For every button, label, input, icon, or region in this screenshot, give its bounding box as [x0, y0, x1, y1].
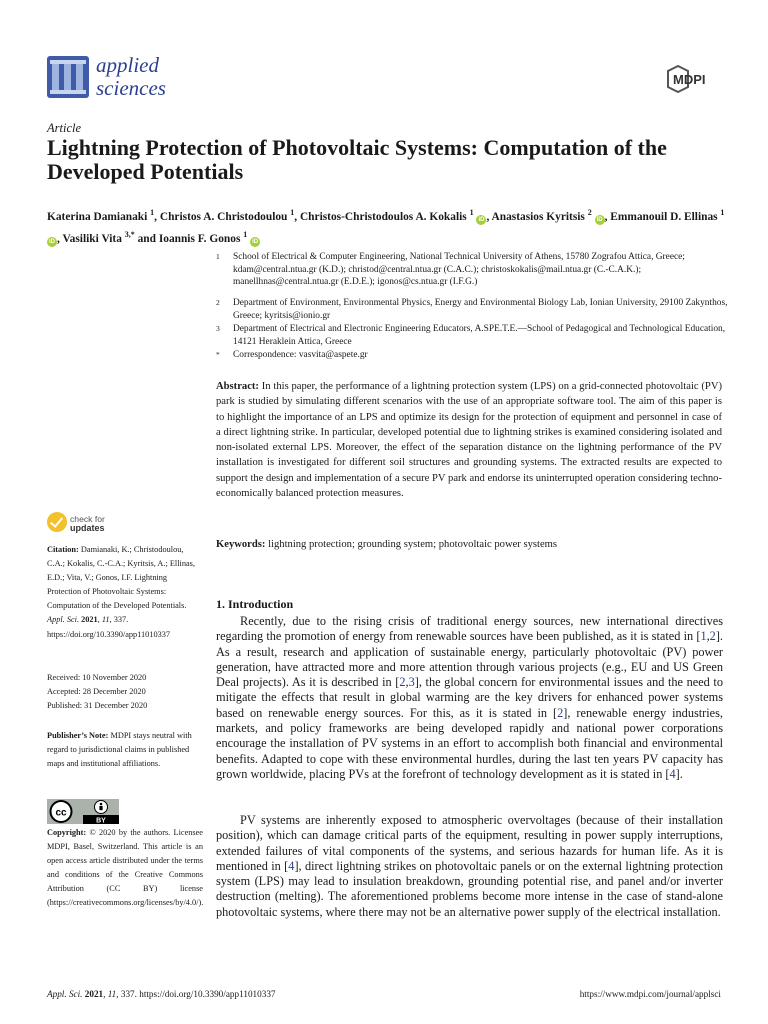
- abstract-text: In this paper, the performance of a lightning protection system (LPS) on a grid-connected photovoltaic (PV) park is studied by simulating different scenarios with the use of an appropriate software tool. The aim of this paper is to highlight the importance of an LPS and optimize its design for the protection of equipment and personnel in case of a direct lightning strike. In particular, developed potential due to lightning strikes is examined considering isolated and non-isolated external LPS. Moreover, the effect of the separation distance on the lightning performance of the PV installation is investigated for different soil structures and grounding systems. The extracted results are expected to support the design and implementation of a secure PV park and endorse its uninterrupted operation considering techno-economically balanced protection measures.: [216, 381, 722, 500]
- reference-link[interactable]: 2: [709, 629, 716, 644]
- citation: Citation: Damianaki, K.; Christodoulou, C.A.; Kokalis, C.-C.A.; Kyritsis, A.; Ellinas, E.D.; Vita, V.; Gonos, I.F. Lightning Protection of Photovoltaic Systems: Computation of the Developed Potentials. Appl. Sci. 2021, 11, 337. https://doi.org/10.3390/app11010337: [47, 545, 195, 639]
- author-affiliation-mark: 1: [150, 208, 155, 217]
- author: [62, 230, 135, 246]
- keywords-label: Keywords:: [216, 539, 266, 550]
- citation-year: 2021: [81, 615, 98, 625]
- affiliation-text: Department of Electrical and Electronic Engineering Educators, A.SPE.T.E.—School of Pedagogical and Technological Education, 14121 Heraklein Attica, Greece: [233, 324, 726, 347]
- abstract: [216, 379, 722, 501]
- author-name: Christos A. Christodoulou: [159, 210, 291, 223]
- publication-dates: [47, 671, 203, 713]
- footer-journal: Appl. Sci.: [47, 989, 83, 999]
- keywords: [216, 537, 722, 552]
- cc-by-license-icon[interactable]: [47, 799, 119, 824]
- intro-paragraph-2: [216, 813, 723, 920]
- author-affiliation-mark: 1: [290, 208, 295, 217]
- affiliation-text: Department of Environment, Environmental Physics, Energy and Environmental Biology Lab, Ionian University, 29100 Zakynthos, Greece; kyritsis@ionio.gr: [233, 298, 728, 321]
- body-text: Recently, due to the rising crisis of traditional energy sources, new international directives regarding the promotion of energy from renewable sources have been published, as it is stated in [: [216, 614, 723, 644]
- author-name: Ioannis F. Gonos: [158, 233, 244, 246]
- citation-text: Damianaki, K.; Christodoulou, C.A.; Kokalis, C.-C.A.; Kyritsis, A.; Ellinas, E.D.; Vita, V.; Gonos, I.F. Lightning Protection of Photovoltaic Systems: Computation of the Developed Potentials.: [47, 545, 195, 611]
- reference-link[interactable]: 4: [288, 858, 295, 873]
- footer-citation: Appl. Sci. 2021, 11, 337. https://doi.org/10.3390/app11010337: [47, 989, 276, 999]
- correspondence: [216, 349, 736, 362]
- body-text: ]. As a result, research and application of sustainable energy, particularly photovoltaic (PV) power generation, have attracted more and more attention through various projects (e.g., EU and US Green Deal projects). As it is described in [: [216, 629, 723, 690]
- publisher-note-text: MDPI stays neutral with regard to jurisdictional claims in published maps and institutional affiliations.: [47, 731, 192, 769]
- mdpi-logo-icon: [666, 65, 722, 93]
- journal-name-line2: sciences: [96, 76, 166, 100]
- author-affiliation-mark: 1: [720, 208, 725, 217]
- body-text: PV systems are inherently exposed to atmospheric overvoltages (because of their installation position), which can damage critical parts of the equipment, resulting in power supply interruptions, extended failures of vital components of the systems, and serious hazards for human life. As it is mentioned in [: [216, 813, 723, 873]
- author-name: Christos-Christodoulos A. Kokalis: [299, 210, 470, 223]
- check-for-updates-button[interactable]: [47, 512, 167, 538]
- copyright-label: Copyright:: [47, 828, 87, 837]
- copyright-notice: [47, 826, 203, 911]
- orcid-icon[interactable]: iD: [49, 239, 55, 246]
- author: [158, 230, 260, 246]
- date-received: Received: 10 November 2020: [47, 673, 147, 682]
- affiliation-marker: 1: [216, 252, 220, 261]
- checkmark-icon: [47, 512, 67, 532]
- citation-volume: 11: [101, 615, 110, 625]
- date-accepted: Accepted: 28 December 2020: [47, 687, 146, 697]
- author-name: Anastasios Kyritsis: [491, 210, 588, 223]
- check-updates-line1: check for: [70, 514, 105, 524]
- body-text: ,: [405, 675, 409, 690]
- orcid-icon[interactable]: iD: [478, 216, 485, 223]
- author-list: Katerina Damianaki $^1$, Christos A. Christodoulou $^1$, Christos-Christodoulos A. Kokalis $^1$ iD , Anastasios Kyritsis $^2$ iD , Emmanouil D. Ellinas $^1$ iD , Vasiliki Vita $^{3,*}$ and Ioannis F. Gonos $^1$ iD: [47, 208, 725, 246]
- body-text: ], direct lightning strikes on photovoltaic panels or on the external lightning protection system (LPS) may lead to insulation breakdown, grounding potential rise, and panel and/or inverter destruction (melting). The aforementioned problems become more intense in the case of stand-alone photovoltaic systems, where there may not be an alternative power supply of the electrical installation.: [216, 858, 723, 919]
- reference-link[interactable]: 4: [669, 766, 676, 781]
- footer-doi[interactable]: , 337. https://doi.org/10.3390/app11010337: [116, 989, 276, 999]
- abstract-label: Abstract:: [216, 381, 259, 392]
- affiliation-1: [216, 251, 736, 289]
- citation-journal: Appl. Sci.: [47, 615, 80, 625]
- footer-year: 2021: [84, 989, 104, 999]
- footer-volume: 11: [107, 989, 117, 999]
- by-badge-text: BY: [96, 817, 106, 824]
- body-text: ].: [675, 766, 683, 781]
- paper-title: Lightning Protection of Photovoltaic Systems: Computation of the Developed Potentials: [47, 135, 667, 184]
- publisher-note: [47, 729, 203, 771]
- orcid-icon[interactable]: iD: [252, 239, 259, 246]
- publisher-name: MDPI: [673, 72, 706, 87]
- affiliation-marker: 3: [216, 324, 220, 333]
- reference-link[interactable]: 2: [557, 705, 564, 720]
- author-name: Katerina Damianaki: [47, 210, 151, 223]
- citation-label: Citation:: [47, 545, 79, 554]
- check-updates-line2: updates: [70, 523, 105, 533]
- correspondence-marker: *: [216, 350, 220, 359]
- author: [491, 208, 605, 223]
- author-affiliation-mark: 2: [587, 208, 592, 217]
- journal-name-line1: applied: [96, 53, 159, 77]
- reference-link[interactable]: 1: [700, 629, 707, 644]
- body-text: ], the global concern for environmental issues and the need to mitigate the effects that result in global warming are the key drivers for enhanced power systems based on renewable energy sources. For this, as it is stated in [: [216, 675, 723, 720]
- orcid-icon[interactable]: iD: [596, 216, 603, 223]
- body-text: ,: [706, 629, 710, 644]
- affiliation-3: [216, 323, 736, 348]
- affiliation-text: School of Electrical & Computer Engineering, National Technical University of Athens, 15780 Zografou Attica, Greece; kdam@central.ntua.gr (K.D.); christod@central.ntua.gr (C.A.C.); christoskokalis@mail.ntua.gr (C.-C.A.K.); manellhnas@central.ntua.gr (E.D.E.); igonos@cs.ntua.gr (I.F.G.): [233, 252, 685, 288]
- journal-logo-icon: [47, 56, 89, 98]
- author: [299, 208, 486, 223]
- publisher-note-label: Publisher’s Note:: [47, 731, 109, 740]
- keywords-text: lightning protection; grounding system; photovoltaic power systems: [268, 539, 558, 550]
- author-affiliation-mark: 1: [469, 208, 474, 217]
- affiliation-2: [216, 297, 736, 322]
- reference-link[interactable]: 2: [399, 675, 406, 690]
- body-text: ], renewable energy industries, markets, and policy frameworks are being developed rapidly and national power corporations encourage the installation of PV systems in an effort to accomplish both financial and environmental benefits. Adapted to cope with these environmental hurdles, during the last ten years PV capacity has grown worldwide, placing PVs at the forefront of technology development as it is stated in [: [216, 705, 723, 781]
- author: [159, 208, 295, 223]
- correspondence-text: Correspondence: vasvita@aspete.gr: [233, 350, 368, 360]
- date-published: Published: 31 December 2020: [47, 701, 148, 711]
- author-name: Vasiliki Vita: [62, 233, 125, 246]
- footer-journal-url[interactable]: https://www.mdpi.com/journal/applsci: [579, 989, 721, 999]
- cc-badge-text: cc: [55, 807, 67, 819]
- journal-name: [96, 54, 166, 100]
- author-name: Emmanouil D. Ellinas: [610, 210, 721, 223]
- affiliation-marker: 2: [216, 298, 220, 307]
- section-heading: 1. Introduction: [216, 597, 294, 611]
- intro-paragraph-1: [216, 614, 723, 782]
- copyright-text: © 2020 by the authors. Licensee MDPI, Basel, Switzerland. This article is an open access article distributed under the terms and conditions of the Creative Commons Attribution (CC BY) license (https://creativecommons.org/licenses/by/4.0/).: [47, 828, 204, 908]
- author: [47, 208, 155, 223]
- article-type: Article: [47, 121, 82, 135]
- author-affiliation-mark: 1: [243, 230, 248, 240]
- citation-doi[interactable]: , 337. https://doi.org/10.3390/app11010337: [47, 615, 171, 639]
- author-affiliation-mark: 3,*: [124, 230, 135, 240]
- reference-link[interactable]: 3: [408, 675, 415, 690]
